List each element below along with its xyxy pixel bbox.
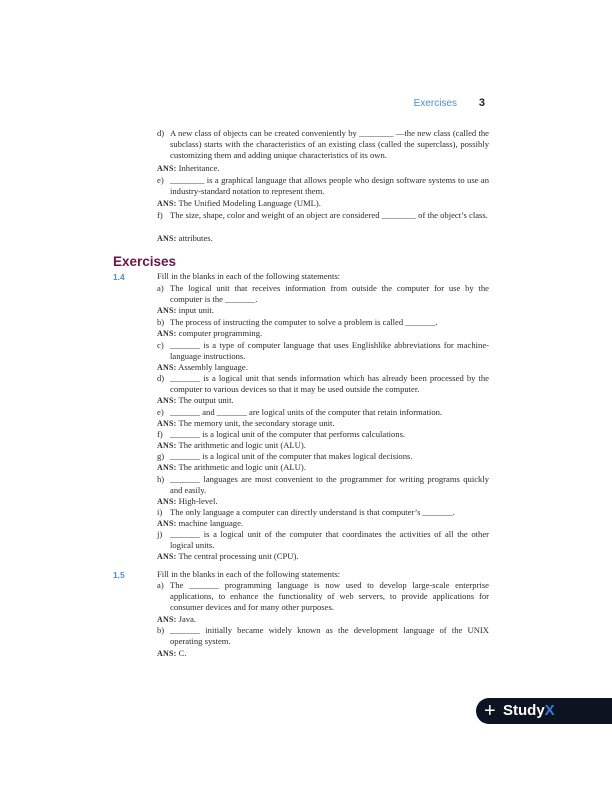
item-label: i) [157, 507, 163, 517]
answer-text: The arithmetic and logic unit (ALU). [178, 462, 306, 472]
answer-text: attributes. [178, 233, 213, 243]
exercise-answer-b [157, 328, 489, 339]
answer-text: machine language. [178, 518, 244, 528]
exercise-answer-h [157, 496, 489, 507]
item-label: e) [157, 407, 164, 417]
item-label: b) [157, 317, 165, 327]
question-d [157, 128, 489, 161]
item-text: _______ and _______ are logical units of the computer that retain information. [170, 407, 443, 417]
answer-text: C. [178, 648, 187, 658]
item-label: a) [157, 283, 164, 293]
exercise-answer-j [157, 551, 489, 562]
brand-main: Study [503, 702, 545, 719]
answer-key: ANS: [157, 329, 177, 338]
exercise-item-g [157, 451, 489, 462]
question-e [157, 175, 489, 197]
item-text: _______ is a type of computer language that uses Englishlike abbreviations for machine-language instructions. [170, 340, 489, 361]
exercise-item-d [157, 373, 489, 395]
page-number: 3 [478, 97, 485, 109]
exercise-item-c [157, 340, 489, 362]
item-label: h) [157, 474, 165, 484]
exercise-item-b [157, 317, 489, 328]
item-text: The logical unit that receives information from outside the computer for use by the computer is the _______. [170, 283, 489, 304]
exercise-answer-g [157, 462, 489, 473]
answer-text: The central processing unit (CPU). [178, 551, 299, 561]
item-label: f) [157, 429, 163, 439]
answer-key: ANS: [157, 363, 177, 372]
question-label: d) [157, 128, 165, 138]
item-label: g) [157, 451, 165, 461]
item-text: The only language a computer can directly understand is that computer’s _______. [170, 507, 455, 517]
exercise-item-a [157, 283, 489, 305]
exercise-answer-e [157, 418, 489, 429]
question-text: The size, shape, color and weight of an object are considered ________ of the object’s class. [170, 210, 488, 220]
exercise-intro: Fill in the blanks in each of the following statements: [157, 271, 341, 281]
answer-key: ANS: [157, 552, 177, 561]
item-text: The _______ programming language is now used to develop large-scale enterprise applications, to enhance the functionality of web servers, to provide applications for consumer devices and for many other purposes. [170, 580, 489, 612]
exercise-item-j [157, 529, 489, 551]
answer-f [157, 233, 489, 244]
answer-key: ANS: [157, 419, 177, 428]
exercise-number: 1.5 [113, 570, 125, 580]
answer-text: Assembly language. [178, 362, 248, 372]
item-text: _______ is a logical unit that sends information which has already been processed by the computer to various devices so that it may be used outside the computer. [170, 373, 489, 394]
answer-key: ANS: [157, 615, 177, 624]
answer-d [157, 163, 489, 174]
exercise-answer-i [157, 518, 489, 529]
answer-text: computer programming. [178, 328, 263, 338]
brand-accent: X [544, 702, 555, 719]
answer-text: Java. [178, 614, 197, 624]
exercise-item-h [157, 474, 489, 496]
exercise-item-f [157, 429, 489, 440]
exercise-answer-b [157, 648, 489, 659]
item-label: a) [157, 580, 164, 590]
question-label: f) [157, 210, 163, 220]
answer-e [157, 198, 489, 209]
exercise-item-b [157, 625, 489, 647]
exercise-item-e [157, 407, 489, 418]
item-label: j) [157, 529, 163, 539]
answer-key: ANS: [157, 164, 177, 173]
answer-key: ANS: [157, 463, 177, 472]
exercises-heading: Exercises [113, 254, 177, 269]
answer-key: ANS: [157, 306, 177, 315]
exercise-intro: Fill in the blanks in each of the following statements: [157, 569, 341, 579]
item-text: _______ initially became widely known as the development language of the UNIX operating system. [170, 625, 489, 646]
question-label: e) [157, 175, 164, 185]
item-text: _______ is a logical unit of the computer that performs calculations. [170, 429, 406, 439]
answer-key: ANS: [157, 199, 177, 208]
item-text: _______ is a logical unit of the computer that makes logical decisions. [170, 451, 413, 461]
header-section-title: Exercises [413, 98, 457, 109]
studyx-logo [503, 701, 555, 721]
exercise-number: 1.4 [113, 272, 125, 282]
item-text: The process of instructing the computer to solve a problem is called _______. [170, 317, 438, 327]
answer-key: ANS: [157, 234, 177, 243]
answer-key: ANS: [157, 649, 177, 658]
exercise-answer-f [157, 440, 489, 451]
answer-key: ANS: [157, 519, 177, 528]
answer-text: The output unit. [178, 395, 234, 405]
exercise-item-a [157, 580, 489, 613]
item-label: c) [157, 340, 164, 350]
item-label: b) [157, 625, 165, 635]
answer-text: input unit. [178, 305, 214, 315]
item-text: _______ is a logical unit of the computer that coordinates the activities of all the other logical units. [170, 529, 489, 550]
studyx-badge[interactable] [476, 698, 612, 724]
item-label: d) [157, 373, 165, 383]
exercise-answer-d [157, 395, 489, 406]
answer-key: ANS: [157, 396, 177, 405]
answer-text: The Unified Modeling Language (UML). [178, 198, 321, 208]
exercise-item-i [157, 507, 489, 518]
answer-text: The arithmetic and logic unit (ALU). [178, 440, 306, 450]
running-header [0, 98, 612, 112]
answer-text: High-level. [178, 496, 218, 506]
answer-key: ANS: [157, 441, 177, 450]
question-text: A new class of objects can be created conveniently by ________ —the new class (called the subclass) starts with the characteristics of an existing class (called the superclass), possibly customizing them and adding unique characteristics of its own. [170, 128, 489, 160]
question-text: ________ is a graphical language that allows people who design software systems to use an industry-standard notation to represent them. [170, 175, 489, 196]
plus-icon: + [484, 700, 496, 722]
question-f [157, 210, 489, 221]
answer-text: Inheritance. [178, 163, 220, 173]
exercise-answer-a [157, 614, 489, 625]
exercise-answer-a [157, 305, 489, 316]
exercise-answer-c [157, 362, 489, 373]
item-text: _______ languages are most convenient to the programmer for writing programs quickly and easily. [170, 474, 489, 495]
answer-text: The memory unit, the secondary storage unit. [178, 418, 335, 428]
answer-key: ANS: [157, 497, 177, 506]
